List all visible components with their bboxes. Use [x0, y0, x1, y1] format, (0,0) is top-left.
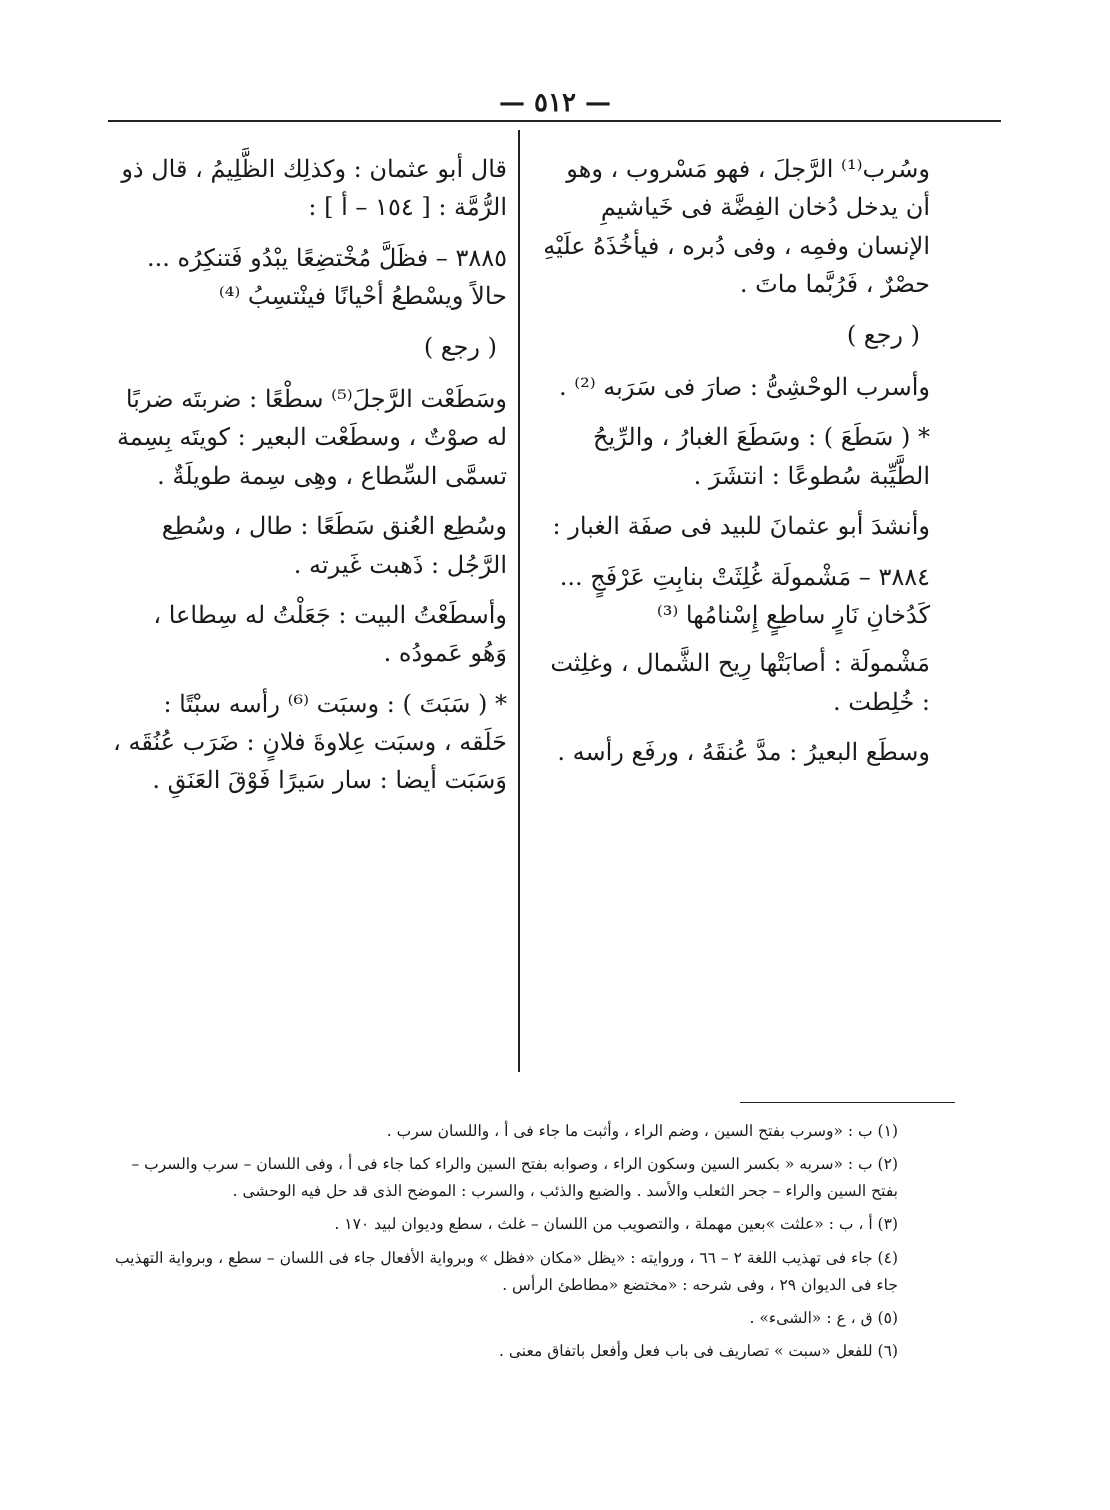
right-para-4: وأنشدَ أبو عثمانَ للبيد فى صفَة الغبار : [552, 512, 930, 541]
footnote-5: (٥) ق ، ع : «الشىء» . [749, 1308, 898, 1327]
footnote-1: (١) ب : «وسرب بفتح السين ، وضم الراء ، وأثبت ما جاء فى أ ، واللسان سرب . [386, 1122, 898, 1140]
left-para-2: وسَطَعْت الرَّجلَ⁽⁵⁾ سطْعًا : ضربتَه ضربًا له صوْتٌ ، وسطَعْت البعير : كويتَه بِسِمة تسمَّى السِّطاع ، وهِى سِمة طويلَةٌ . [116, 384, 507, 490]
left-para-1: قال أبو عثمان : وكذلِك الظَّلِيمُ ، قال ذو الرُّمَّة : [ ١٥٤ – أ ] : [121, 155, 507, 222]
footnote-3: (٣) أ ، ب : «علثت »بعين مهملة ، والتصويب من اللسان – غلث ، سطع وديوان لبيد ١٧٠ . [334, 1215, 898, 1234]
left-para-4: وأسطَعْتُ البيت : جَعَلْتُ له سِطاعا ، وَهُو عَمودُه . [153, 600, 507, 668]
left-heading-raja: ( رجع ) [423, 332, 497, 361]
right-para-6: وسطَع البعيرُ : مدَّ عُنقَهُ ، ورفَع رأسه . [557, 738, 930, 767]
left-para-5: * ( سَبَتَ ) : وسبَت ⁽⁶⁾ رأسه سبْتًا : حَلَقه ، وسبَت عِلاوةَ فلانٍ : ضَرَب عُنُقَه ، وَسَبَت أيضا : سار سَيرًا فَوْقَ العَنَقِ . [113, 689, 507, 795]
right-para-3: * ( سَطَعَ ) : وسَطَعَ الغبارُ ، والرِّيحُ الطَّيِّبة سُطوعًا : انتشَرَ . [592, 423, 930, 490]
footnotes [108, 1118, 898, 1371]
right-column [535, 150, 930, 783]
left-para-3: وسُطِع العُنق سَطَعًا : طال ، وسُطِع الرَّجُل : ذَهبت غَيرته . [161, 512, 507, 579]
footnote-rule [740, 1102, 955, 1103]
right-verse-3884: ٣٨٨٤ – مَشْمولَة غُلِثَتْ بنابِتِ عَرْفَجٍ ... كَدُخانِ نَارٍ ساطِعٍ إِسْنامُها ⁽³⁾ [559, 562, 930, 629]
right-heading-raja: ( رجع ) [846, 320, 920, 349]
footnote-4: (٤) جاء فى تهذيب اللغة ٢ – ٦٦ ، وروايته : «يظل «مكان «فظل » وبرواية الأفعال جاء فى اللسان – سطع ، وبرواية التهذيب جاء فى الديوان ٢٩ ، وفى شرحه : «مختضع «مطاطئ الرأس . [114, 1248, 898, 1294]
page-number: — ٥١٢ — [498, 88, 612, 118]
column-divider [518, 130, 520, 1072]
right-para-1: وسُرب⁽¹⁾ الرَّجلَ ، فهو مَسْروب ، وهو أن يدخل دُخان الفِضَّة فى خَياشيمِ الإنسان وفمِه ، وفى دُبره ، فيأخُذَهُ علَيْهِ حصْرٌ ، فَرُبَّما ماتَ . [543, 155, 930, 299]
footnote-6: (٦) للفعل «سبت » تصاريف فى باب فعل وأفعل باتفاق معنى . [499, 1341, 898, 1360]
right-para-2: وأسرب الوحْشِىُّ : صارَ فى سَرَبه ⁽²⁾ . [558, 372, 930, 401]
left-verse-3885: ٣٨٨٥ – فظَلَّ مُخْتضِعًا يبْدُو فَتنكِرُه ... حالاً ويسْطعُ أحْيانًا فينْتسِبُ ⁽⁴⁾ [147, 243, 507, 311]
footnote-2: (٢) ب : «سربه « بكسر السين وسكون الراء ، وصوابه بفتح السين والراء كما جاء فى أ ، وفى اللسان – سرب والسرب – بفتح السين والراء – جحر الثعلب والأسد . والضبع والذئب ، والسرب : الموضح الذى قد حل فيه الوحشى . [131, 1155, 898, 1201]
left-column [112, 150, 507, 812]
right-para-5: مَشْمولَة : أصابَتْها رِيح الشَّمال ، وغلِثت : خُلِطت . [550, 649, 930, 716]
header-rule [108, 120, 1001, 122]
